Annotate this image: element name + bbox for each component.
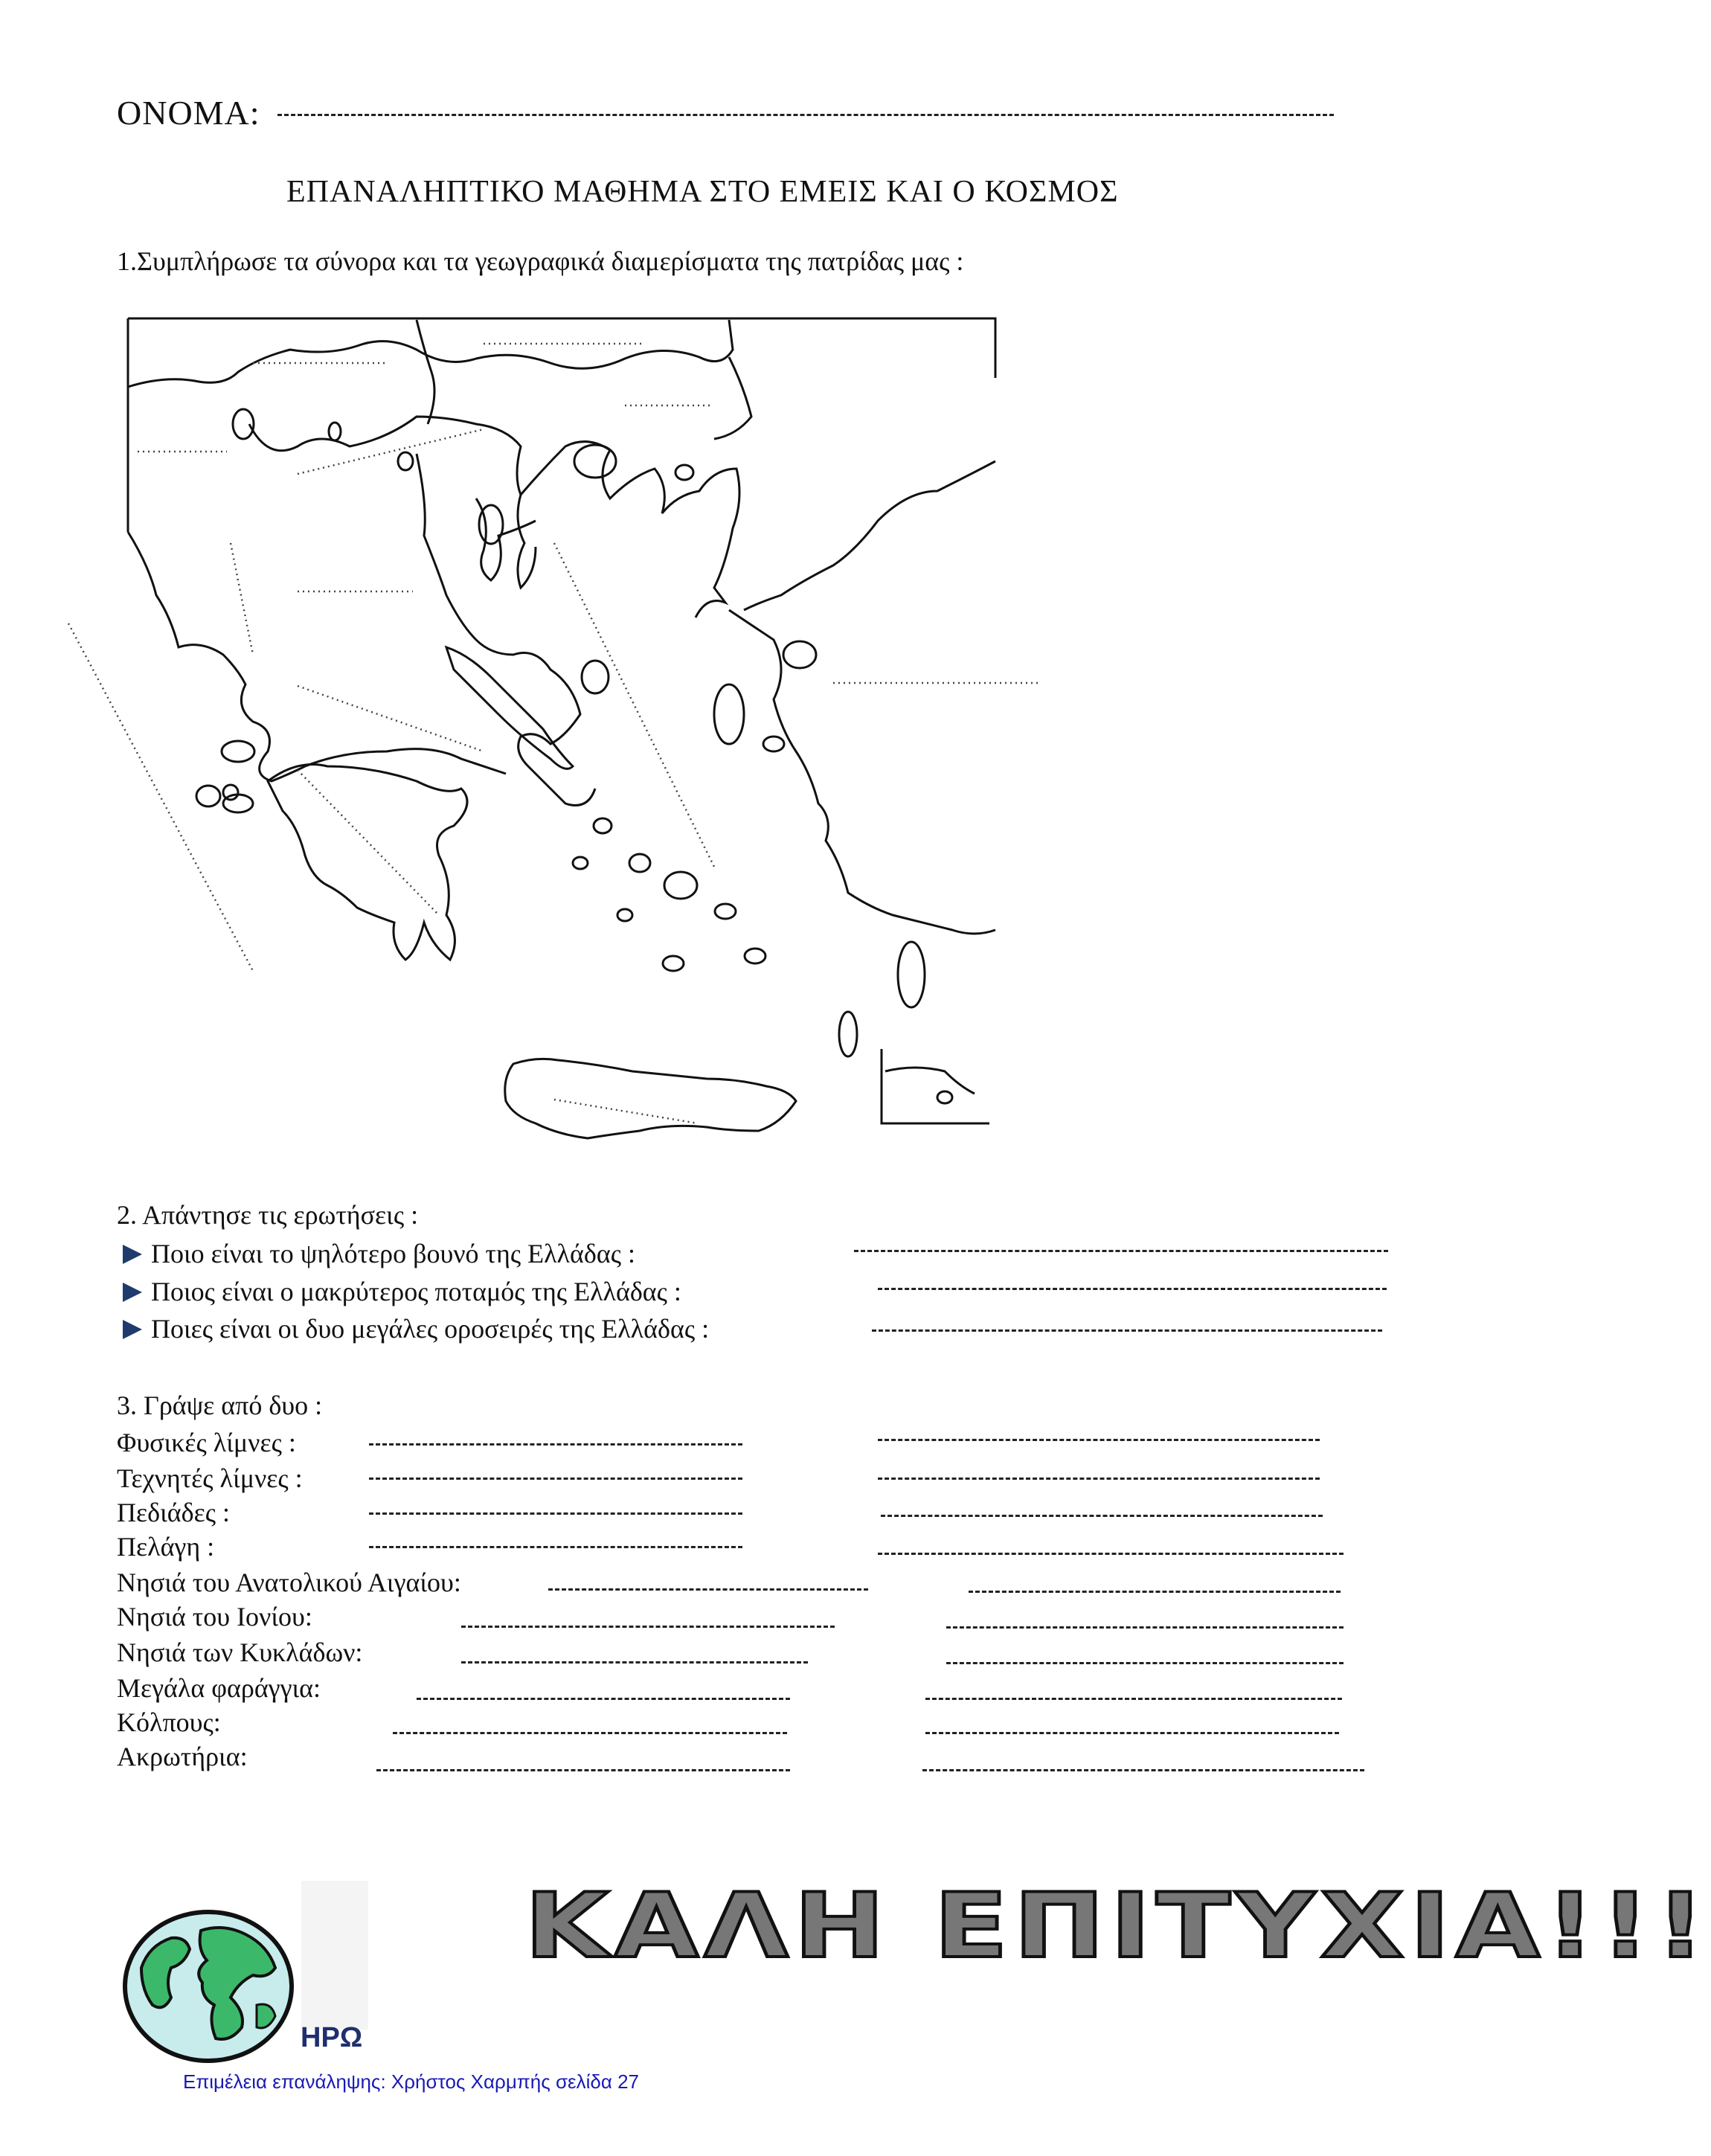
greece-map bbox=[0, 0, 1524, 1190]
answer-line[interactable] bbox=[369, 1478, 742, 1480]
footer-credit: Επιμέλεια επανάληψης: Χρήστος Χαρμπής σελίδα 27 bbox=[183, 2070, 640, 2093]
answer-line[interactable] bbox=[393, 1732, 787, 1734]
question-2-item bbox=[123, 1276, 681, 1307]
arrow-bullet-icon bbox=[123, 1283, 142, 1302]
answer-line[interactable] bbox=[878, 1439, 1320, 1441]
answer-line[interactable] bbox=[854, 1250, 1388, 1252]
row-label: Νησιά του Ανατολικού Αιγαίου: bbox=[117, 1568, 461, 1597]
answer-line[interactable] bbox=[878, 1478, 1320, 1480]
answer-line[interactable] bbox=[881, 1515, 1323, 1517]
answer-line[interactable] bbox=[376, 1769, 790, 1771]
answer-line[interactable] bbox=[872, 1329, 1382, 1332]
question-3-title: 3. Γράψε από δυο : bbox=[117, 1390, 323, 1420]
answer-line[interactable] bbox=[548, 1588, 868, 1591]
globe-icon bbox=[119, 1908, 298, 2064]
question-2-item-text: Ποιες είναι οι δυο μεγάλες οροσειρές της Ελλάδας : bbox=[151, 1314, 710, 1344]
row-label: Μεγάλα φαράγγια: bbox=[117, 1673, 321, 1703]
row-label: Τεχνητές λίμνες : bbox=[117, 1463, 303, 1493]
question-1-text: 1.Συμπλήρωσε τα σύνορα και τα γεωγραφικά διαμερίσματα της πατρίδας μας : bbox=[117, 246, 964, 276]
question-2-item-text: Ποιος είναι ο μακρύτερος ποταμός της Ελλάδας : bbox=[151, 1277, 681, 1306]
row-label: Νησιά του Ιονίου: bbox=[117, 1602, 312, 1632]
good-luck-banner: ΚΑΛΗ ΕΠΙΤΥΧΙΑ!!! bbox=[524, 1875, 1711, 1978]
arrow-bullet-icon bbox=[123, 1245, 142, 1264]
answer-line[interactable] bbox=[925, 1732, 1339, 1734]
page-title: ΕΠΑΝΑΛΗΠΤΙΚΟ ΜΑΘΗΜΑ ΣΤΟ ΕΜΕΙΣ ΚΑΙ Ο ΚΟΣΜΟΣ bbox=[286, 175, 1119, 209]
row-label: Πεδιάδες : bbox=[117, 1498, 230, 1527]
answer-line[interactable] bbox=[417, 1698, 790, 1700]
question-2-item bbox=[123, 1313, 709, 1344]
answer-line[interactable] bbox=[369, 1443, 742, 1446]
answer-line[interactable] bbox=[946, 1626, 1344, 1629]
row-label: Πελάγη : bbox=[117, 1532, 215, 1562]
question-2-title: 2. Απάντησε τις ερωτήσεις : bbox=[117, 1200, 419, 1230]
row-label: Ακρωτήρια: bbox=[117, 1742, 248, 1771]
answer-line[interactable] bbox=[461, 1661, 808, 1663]
answer-line[interactable] bbox=[969, 1591, 1341, 1593]
question-2-item bbox=[123, 1238, 635, 1269]
row-label: Κόλπους: bbox=[117, 1707, 221, 1737]
row-label: Φυσικές λίμνες : bbox=[117, 1428, 296, 1457]
arrow-bullet-icon bbox=[123, 1320, 142, 1339]
answer-line[interactable] bbox=[878, 1553, 1344, 1555]
answer-line[interactable] bbox=[369, 1512, 742, 1515]
answer-line[interactable] bbox=[922, 1769, 1364, 1771]
name-label: ΟΝΟΜΑ: bbox=[117, 94, 260, 132]
decorative-panel bbox=[301, 1881, 368, 2030]
logo-caption: ΗΡΩ bbox=[301, 2022, 363, 2053]
answer-line[interactable] bbox=[461, 1626, 835, 1628]
answer-line[interactable] bbox=[878, 1288, 1387, 1290]
row-label: Νησιά των Κυκλάδων: bbox=[117, 1637, 363, 1667]
answer-line[interactable] bbox=[946, 1662, 1344, 1664]
answer-line[interactable] bbox=[925, 1698, 1342, 1700]
question-2-item-text: Ποιο είναι το ψηλότερο βουνό της Ελλάδας : bbox=[151, 1239, 635, 1268]
answer-line[interactable] bbox=[369, 1546, 742, 1548]
